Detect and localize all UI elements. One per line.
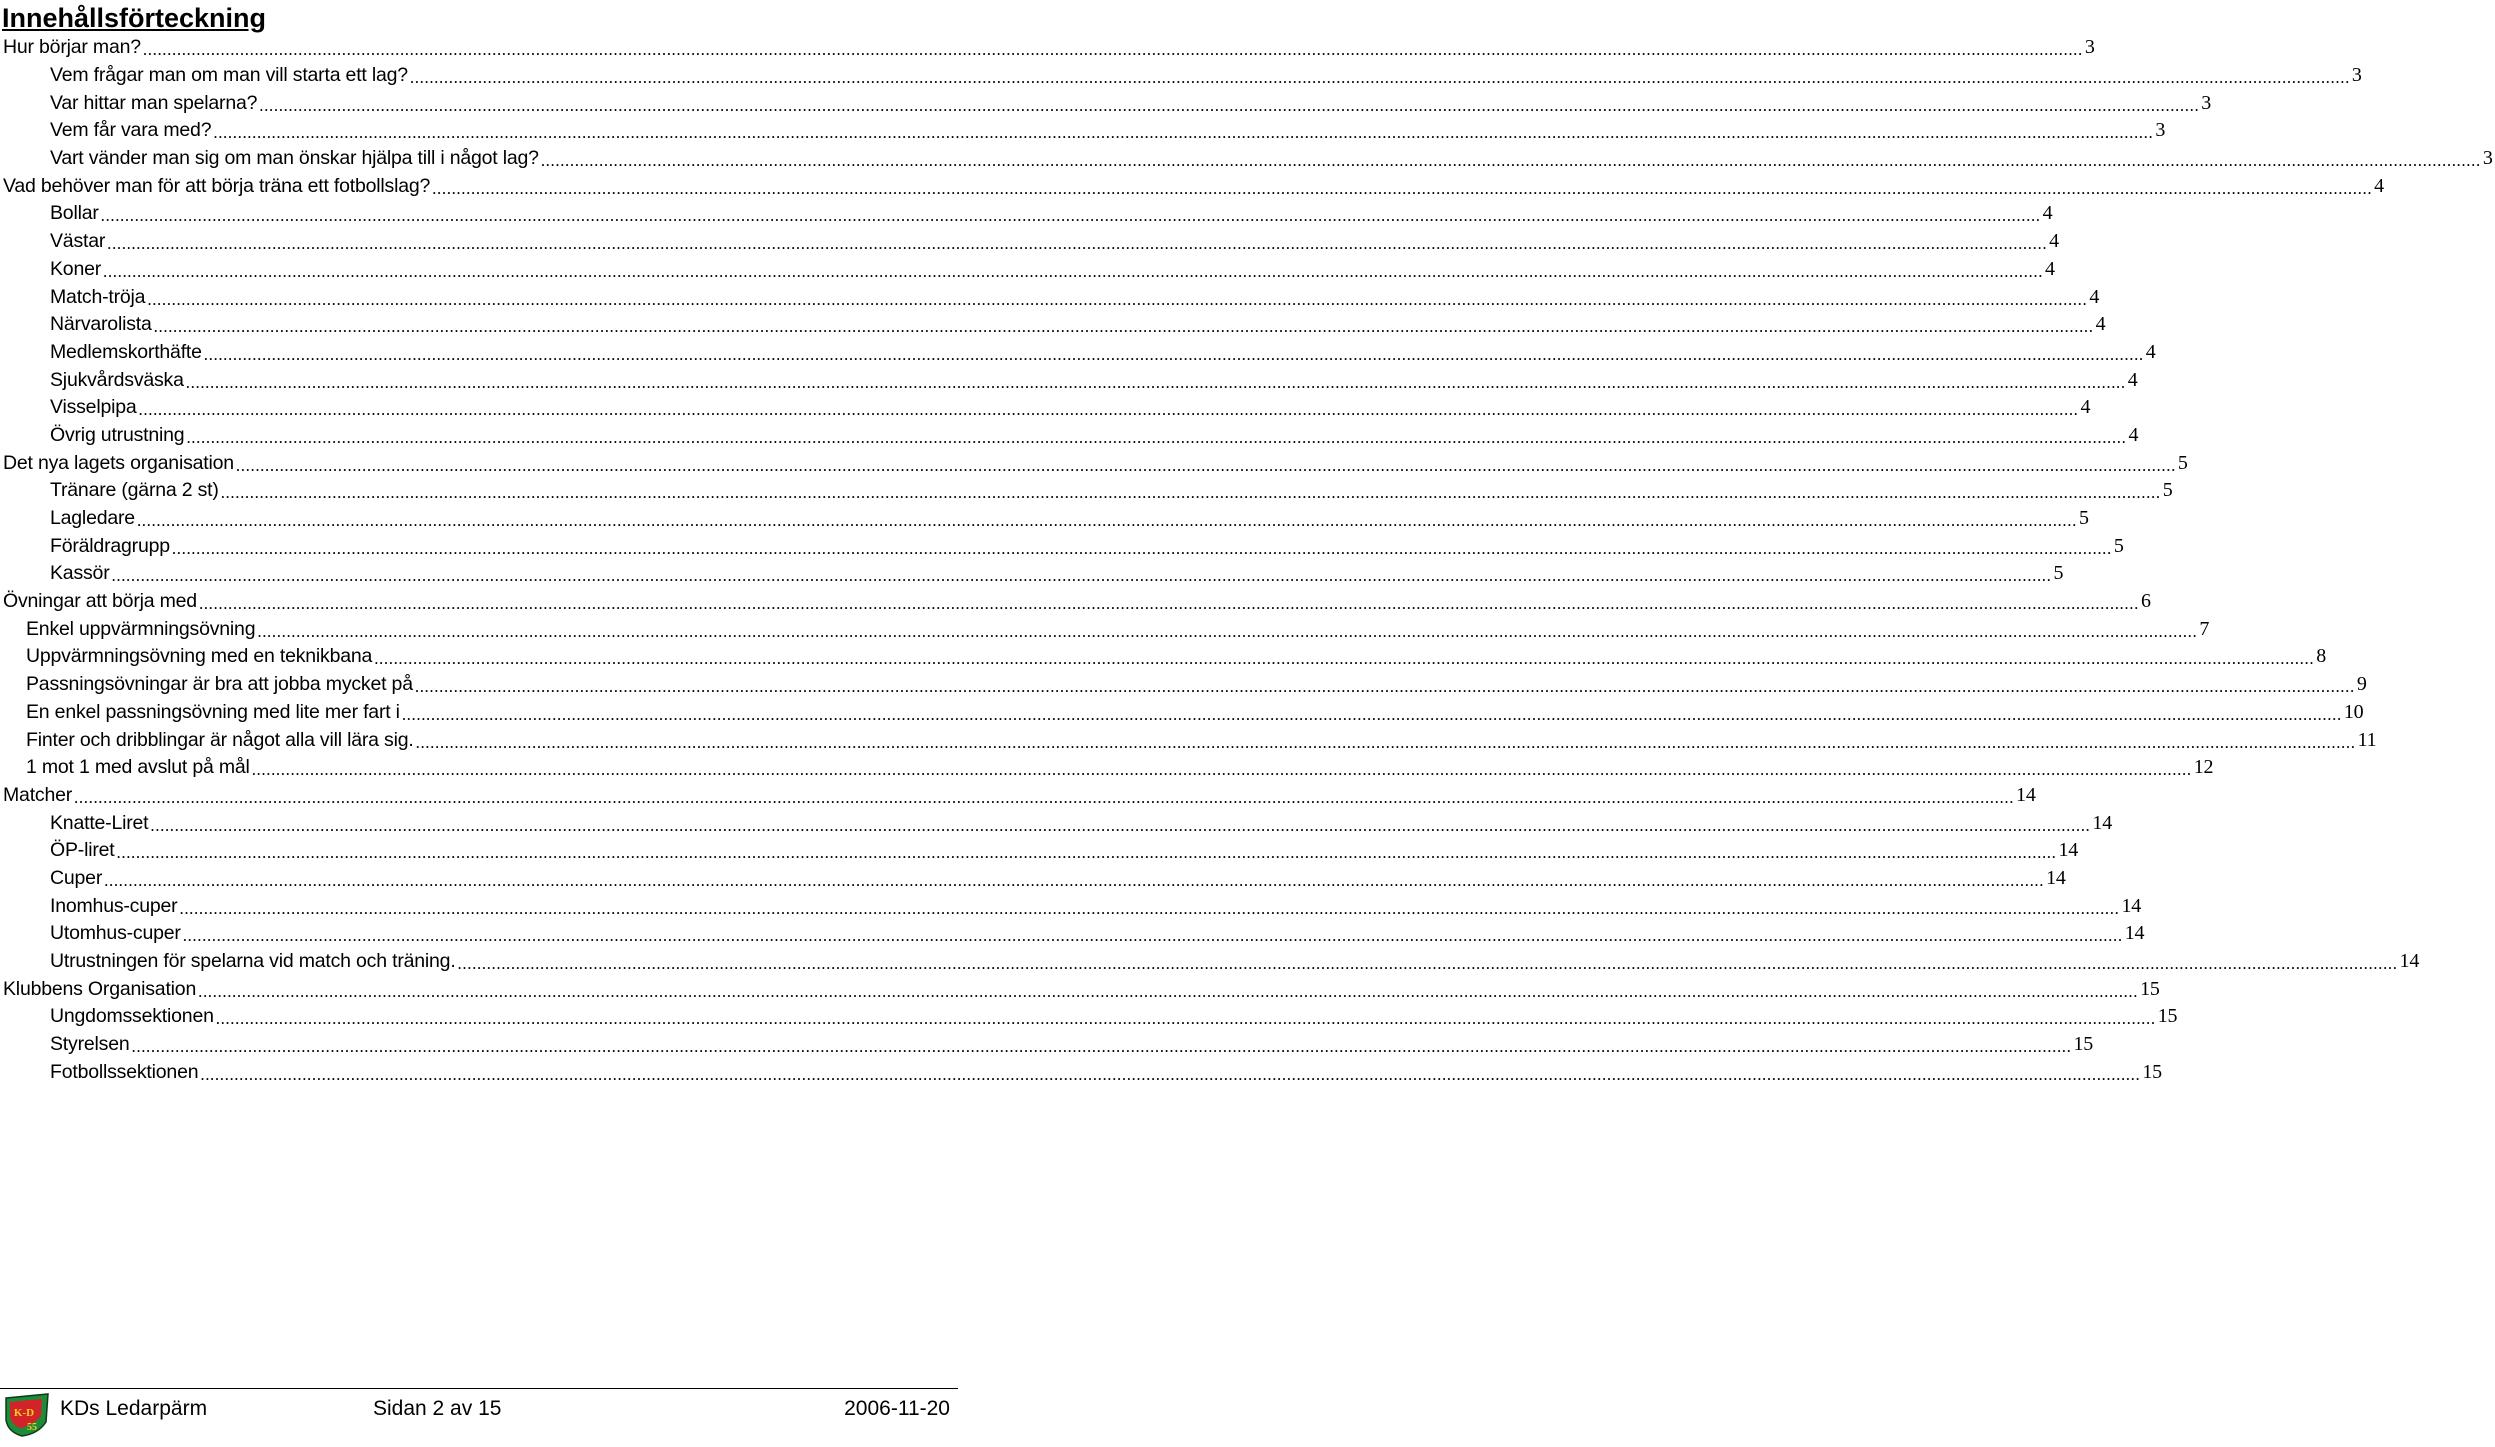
toc-entry-label: Match-tröja <box>50 285 146 308</box>
toc-entry-label: Vem frågar man om man vill starta ett lag? <box>50 64 408 87</box>
toc-dot-leader: ................................................................................................................................................................................................................................................................................................................................................................................................................ <box>111 566 2052 586</box>
toc-entry-page: 12 <box>2193 756 2214 779</box>
toc-entry[interactable] <box>0 117 2166 145</box>
toc-dot-leader: ................................................................................................................................................................................................................................................................................................................................................................................................................ <box>103 261 2044 281</box>
toc-entry[interactable] <box>0 643 2326 671</box>
toc-entry[interactable] <box>0 422 2139 450</box>
toc-entry[interactable] <box>0 394 2091 422</box>
toc-dot-leader: ................................................................................................................................................................................................................................................................................................................................................................................................................ <box>215 1009 2156 1029</box>
toc-entry[interactable] <box>0 477 2173 505</box>
toc-entry[interactable] <box>0 532 2124 560</box>
toc-entry-page: 8 <box>2316 645 2326 668</box>
toc-entry-label: Det nya lagets organisation <box>3 451 234 474</box>
toc-dot-leader: ................................................................................................................................................................................................................................................................................................................................................................................................................ <box>198 594 2139 614</box>
toc-entry-label: ÖP-liret <box>50 839 115 862</box>
toc-entry[interactable] <box>0 615 2210 643</box>
toc-entry-label: Utomhus-cuper <box>50 922 181 945</box>
toc-entry-page: 4 <box>2042 202 2053 225</box>
toc-entry[interactable] <box>0 560 2064 588</box>
toc-dot-leader: ................................................................................................................................................................................................................................................................................................................................................................................................................ <box>198 981 2139 1001</box>
toc-entry-label: Närvarolista <box>50 313 152 336</box>
toc-entry[interactable] <box>0 892 2142 920</box>
toc-entry[interactable] <box>0 1003 2178 1031</box>
toc-entry-label: Utrustningen för spelarna vid match och träning. <box>50 950 456 973</box>
toc-entry-page: 14 <box>2016 783 2036 806</box>
footer-document-title: KDs Ledarpärm <box>60 1397 208 1420</box>
toc-entry[interactable] <box>0 1031 2094 1059</box>
toc-entry[interactable] <box>0 200 2053 228</box>
toc-dot-leader: ................................................................................................................................................................................................................................................................................................................................................................................................................ <box>203 344 2144 364</box>
toc-entry-label: Tränare (gärna 2 st) <box>50 479 219 502</box>
toc-entry-label: Koner <box>50 257 102 280</box>
toc-entry-label: Uppvärmningsövning med en teknikbana <box>26 645 373 668</box>
toc-entry[interactable] <box>0 339 2156 367</box>
toc-dot-leader: ................................................................................................................................................................................................................................................................................................................................................................................................................ <box>432 178 2373 198</box>
toc-entry-page: 15 <box>2157 1005 2178 1028</box>
toc-dot-leader: ................................................................................................................................................................................................................................................................................................................................................................................................................ <box>171 538 2112 558</box>
toc-dot-leader: ................................................................................................................................................................................................................................................................................................................................................................................................................ <box>147 289 2088 309</box>
toc-entry-label: Klubbens Organisation <box>3 977 197 1000</box>
toc-dot-leader: ................................................................................................................................................................................................................................................................................................................................................................................................................ <box>104 870 2045 890</box>
toc-dot-leader: ................................................................................................................................................................................................................................................................................................................................................................................................................ <box>100 206 2041 226</box>
toc-dot-leader: ................................................................................................................................................................................................................................................................................................................................................................................................................ <box>409 68 2350 88</box>
toc-dot-leader: ................................................................................................................................................................................................................................................................................................................................................................................................................ <box>131 1037 2072 1057</box>
toc-entry-label: Passningsövningar är bra att jobba mycket på <box>26 673 413 696</box>
toc-entry-page: 3 <box>2351 64 2362 87</box>
toc-entry-page: 5 <box>2162 479 2173 502</box>
toc-entry-page: 14 <box>2121 894 2142 917</box>
toc-entry[interactable] <box>0 145 2493 173</box>
toc-dot-leader: ................................................................................................................................................................................................................................................................................................................................................................................................................ <box>235 455 2176 475</box>
toc-list <box>0 34 2493 1086</box>
toc-dot-leader: ................................................................................................................................................................................................................................................................................................................................................................................................................ <box>179 898 2120 918</box>
toc-heading: Innehållsförteckning <box>2 3 267 33</box>
toc-entry-label: Fotbollssektionen <box>50 1060 199 1083</box>
toc-entry-page: 15 <box>2142 1060 2162 1083</box>
toc-entry-label: Sjukvårdsväska <box>50 368 184 391</box>
toc-entry-label: Lagledare <box>50 507 135 530</box>
toc-entry-label: Knatte-Liret <box>50 811 149 834</box>
toc-entry[interactable] <box>0 228 2059 256</box>
toc-entry-label: Vad behöver man för att börja träna ett fotbollslag? <box>3 174 431 197</box>
toc-dot-leader: ................................................................................................................................................................................................................................................................................................................................................................................................................ <box>414 677 2355 697</box>
toc-entry-page: 15 <box>2073 1033 2094 1056</box>
toc-dot-leader: ................................................................................................................................................................................................................................................................................................................................................................................................................ <box>540 151 2481 171</box>
toc-dot-leader: ................................................................................................................................................................................................................................................................................................................................................................................................................ <box>182 926 2123 946</box>
svg-text:55: 55 <box>27 1422 37 1433</box>
toc-dot-leader: ................................................................................................................................................................................................................................................................................................................................................................................................................ <box>200 1064 2141 1084</box>
toc-entry-page: 3 <box>2482 147 2493 170</box>
toc-entry-page: 15 <box>2140 977 2160 1000</box>
toc-entry[interactable] <box>0 975 2160 1003</box>
toc-entry-page: 4 <box>2127 368 2138 391</box>
toc-entry-page: 5 <box>2053 562 2064 585</box>
toc-entry-page: 14 <box>2092 811 2113 834</box>
toc-entry[interactable] <box>0 172 2384 200</box>
toc-dot-leader: ................................................................................................................................................................................................................................................................................................................................................................................................................ <box>220 483 2161 503</box>
toc-dot-leader: ................................................................................................................................................................................................................................................................................................................................................................................................................ <box>213 123 2154 143</box>
toc-entry[interactable] <box>0 89 2212 117</box>
toc-entry[interactable] <box>0 34 2095 62</box>
toc-entry[interactable] <box>0 256 2055 284</box>
toc-entry[interactable] <box>0 311 2106 339</box>
toc-dot-leader: ................................................................................................................................................................................................................................................................................................................................................................................................................ <box>257 621 2198 641</box>
toc-dot-leader: ................................................................................................................................................................................................................................................................................................................................................................................................................ <box>150 815 2091 835</box>
toc-entry[interactable] <box>0 837 2079 865</box>
toc-dot-leader: ................................................................................................................................................................................................................................................................................................................................................................................................................ <box>415 732 2356 752</box>
toc-entry-page: 4 <box>2145 340 2156 363</box>
toc-dot-leader: ................................................................................................................................................................................................................................................................................................................................................................................................................ <box>142 40 2083 60</box>
toc-entry[interactable] <box>0 1058 2162 1086</box>
toc-dot-leader: ................................................................................................................................................................................................................................................................................................................................................................................................................ <box>457 954 2398 974</box>
toc-entry-page: 3 <box>2201 91 2212 114</box>
toc-entry-label: Medlemskorthäfte <box>50 340 202 363</box>
toc-entry[interactable] <box>0 283 2100 311</box>
toc-entry-page: 10 <box>2343 700 2364 723</box>
toc-entry-label: Föräldragrupp <box>50 534 170 557</box>
toc-entry-page: 4 <box>2045 257 2055 280</box>
toc-entry[interactable] <box>0 782 2036 810</box>
toc-entry[interactable] <box>0 726 2377 754</box>
toc-entry-label: Matcher <box>3 783 73 806</box>
toc-entry[interactable] <box>0 948 2420 976</box>
toc-entry[interactable] <box>0 449 2188 477</box>
toc-dot-leader: ................................................................................................................................................................................................................................................................................................................................................................................................................ <box>116 843 2057 863</box>
footer-date: 2006-11-20 <box>844 1397 950 1420</box>
toc-entry-label: Visselpipa <box>50 396 137 419</box>
toc-entry-page: 14 <box>2124 922 2145 945</box>
toc-dot-leader: ................................................................................................................................................................................................................................................................................................................................................................................................................ <box>186 427 2127 447</box>
toc-entry-page: 3 <box>2155 119 2166 142</box>
toc-dot-leader: ................................................................................................................................................................................................................................................................................................................................................................................................................ <box>374 649 2315 669</box>
toc-entry-label: Övrig utrustning <box>50 423 185 446</box>
toc-dot-leader: ................................................................................................................................................................................................................................................................................................................................................................................................................ <box>259 95 2200 115</box>
toc-dot-leader: ................................................................................................................................................................................................................................................................................................................................................................................................................ <box>138 400 2079 420</box>
toc-entry-page: 14 <box>2046 866 2066 889</box>
toc-entry-page: 4 <box>2128 423 2139 446</box>
toc-entry[interactable] <box>0 366 2138 394</box>
toc-entry-label: Västar <box>50 230 106 253</box>
toc-dot-leader: ................................................................................................................................................................................................................................................................................................................................................................................................................ <box>185 372 2126 392</box>
toc-entry-page: 7 <box>2199 617 2210 640</box>
toc-dot-leader: ................................................................................................................................................................................................................................................................................................................................................................................................................ <box>107 234 2048 254</box>
toc-entry-page: 4 <box>2089 285 2100 308</box>
toc-entry[interactable] <box>0 588 2151 616</box>
toc-entry[interactable] <box>0 920 2145 948</box>
toc-entry-label: Finter och dribblingar är något alla vill lära sig. <box>26 728 414 751</box>
toc-entry-label: Kassör <box>50 562 110 585</box>
toc-entry-page: 14 <box>2399 950 2420 973</box>
toc-entry-page: 4 <box>2374 174 2384 197</box>
toc-dot-leader: ................................................................................................................................................................................................................................................................................................................................................................................................................ <box>251 760 2192 780</box>
toc-entry-page: 4 <box>2095 313 2106 336</box>
toc-entry-label: Vart vänder man sig om man önskar hjälpa till i något lag? <box>50 147 539 170</box>
toc-dot-leader: ................................................................................................................................................................................................................................................................................................................................................................................................................ <box>401 704 2342 724</box>
toc-entry-label: Hur börjar man? <box>3 36 141 59</box>
toc-entry-label: Ungdomssektionen <box>50 1005 214 1028</box>
toc-entry-page: 5 <box>2177 451 2188 474</box>
toc-dot-leader: ................................................................................................................................................................................................................................................................................................................................................................................................................ <box>74 787 2015 807</box>
svg-text:K-D: K-D <box>13 1407 35 1419</box>
toc-entry[interactable] <box>0 754 2214 782</box>
toc-entry-label: Övningar att börja med <box>3 590 197 613</box>
toc-entry-label: Styrelsen <box>50 1033 130 1056</box>
toc-entry-page: 11 <box>2357 728 2377 751</box>
toc-dot-leader: ................................................................................................................................................................................................................................................................................................................................................................................................................ <box>136 511 2077 531</box>
toc-entry-page: 6 <box>2140 590 2151 613</box>
page-footer <box>0 1388 960 1438</box>
toc-entry[interactable] <box>0 809 2113 837</box>
toc-entry[interactable] <box>0 865 2066 893</box>
toc-entry-label: 1 mot 1 med avslut på mål <box>26 756 250 779</box>
toc-entry-label: Bollar <box>50 202 99 225</box>
club-shield-logo-icon <box>2 1392 52 1438</box>
toc-entry[interactable] <box>0 671 2367 699</box>
toc-entry[interactable] <box>0 699 2364 727</box>
toc-entry-label: Enkel uppvärmningsövning <box>26 617 256 640</box>
toc-entry-label: Inomhus-cuper <box>50 894 178 917</box>
toc-entry-label: Cuper <box>50 866 103 889</box>
toc-entry[interactable] <box>0 62 2362 90</box>
toc-entry-page: 4 <box>2049 230 2059 253</box>
toc-entry-page: 3 <box>2084 36 2095 59</box>
toc-entry-page: 5 <box>2113 534 2124 557</box>
toc-entry[interactable] <box>0 505 2089 533</box>
toc-entry-page: 5 <box>2078 507 2089 530</box>
toc-entry-page: 9 <box>2356 673 2367 696</box>
toc-entry-page: 4 <box>2080 396 2091 419</box>
footer-page-number: Sidan 2 av 15 <box>373 1397 502 1420</box>
toc-dot-leader: ................................................................................................................................................................................................................................................................................................................................................................................................................ <box>153 317 2094 337</box>
toc-entry-label: Vem får vara med? <box>50 119 212 142</box>
toc-entry-label: En enkel passningsövning med lite mer fart i <box>26 700 400 723</box>
toc-entry-label: Var hittar man spelarna? <box>50 91 258 114</box>
footer-rule <box>0 1388 958 1389</box>
toc-entry-page: 14 <box>2058 839 2079 862</box>
